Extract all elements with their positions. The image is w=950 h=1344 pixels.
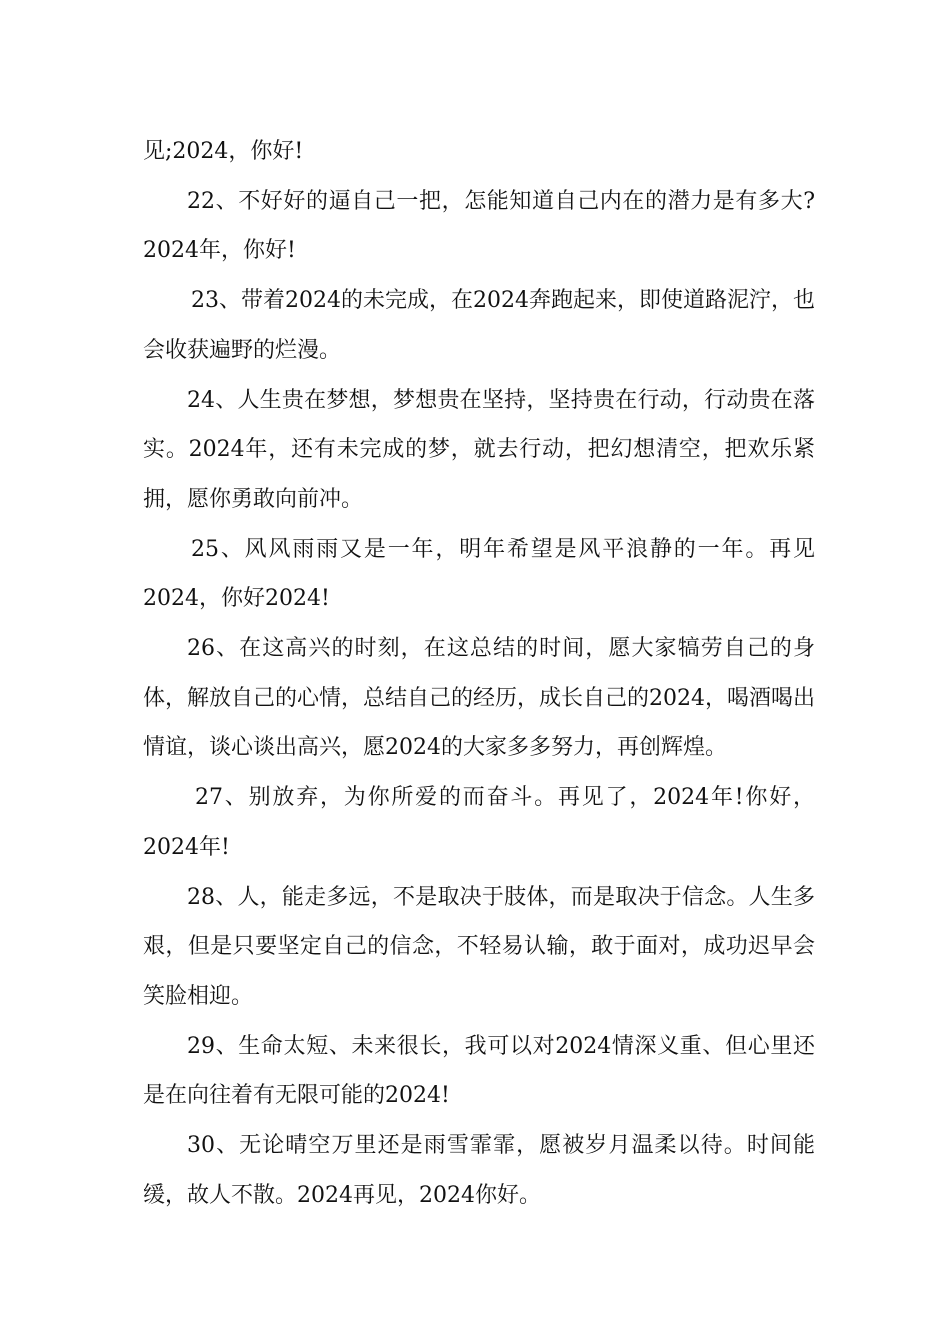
paragraph-23: 23、带着2024的未完成，在2024奔跑起来，即使道路泥泞，也会收获遍野的烂漫。	[143, 288, 815, 363]
paragraph-26: 26、在这高兴的时刻，在这总结的时间，愿大家犒劳自己的身体，解放自己的心情，总结自己的经历，成长自己的2024，喝酒喝出情谊，谈心谈出高兴，愿2024的大家多多努力，再创辉煌。	[143, 636, 815, 761]
paragraph-25: 25、风风雨雨又是一年，明年希望是风平浪静的一年。再见2024，你好2024!	[143, 536, 815, 612]
paragraph-29: 29、生命太短、未来很长，我可以对2024情深义重、但心里还是在向往着有无限可能的2024!	[143, 1033, 815, 1109]
paragraph-30: 30、无论晴空万里还是雨雪霏霏，愿被岁月温柔以待。时间能缓，故人不散。2024再见，2024你好。	[143, 1133, 815, 1208]
paragraph-continuation: 见;2024，你好!	[143, 139, 304, 164]
paragraph-22: 22、不好好的逼自己一把，怎能知道自己内在的潜力是有多大?2024年，你好!	[143, 188, 815, 264]
paragraph-27: 27、别放弃，为你所爱的而奋斗。再见了，2024年!你好，2024年!	[143, 785, 815, 860]
paragraph-24: 24、人生贵在梦想，梦想贵在坚持，坚持贵在行动，行动贵在落实。2024年，还有未完成的梦，就去行动，把幻想清空，把欢乐紧拥，愿你勇敢向前冲。	[143, 387, 815, 512]
document-body	[143, 127, 815, 1220]
paragraph-28: 28、人，能走多远，不是取决于肢体，而是取决于信念。人生多艰，但是只要坚定自己的信念，不轻易认输，敢于面对，成功迟早会笑脸相迎。	[143, 884, 815, 1009]
